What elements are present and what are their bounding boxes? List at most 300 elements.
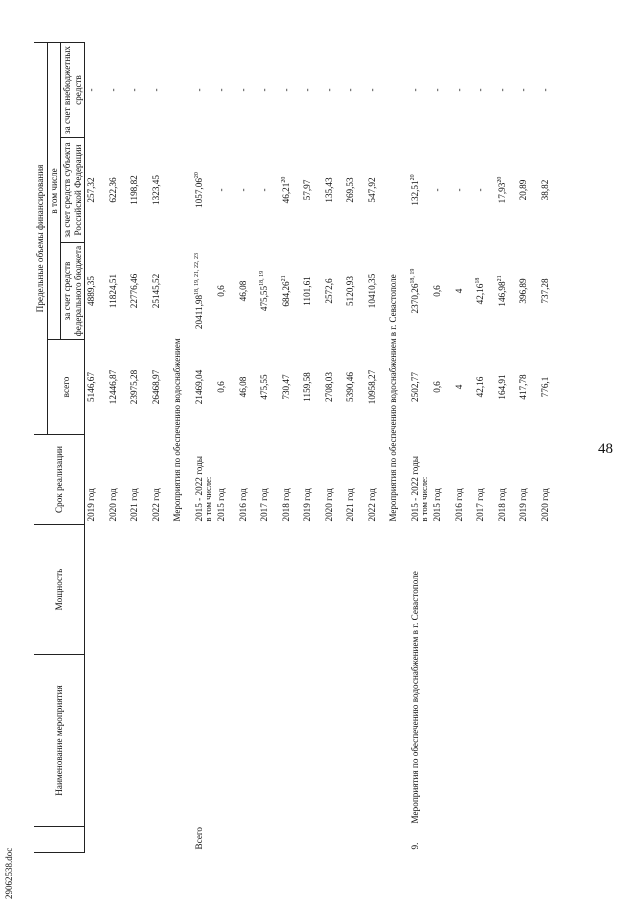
cell-total bbox=[85, 340, 107, 435]
cell-period bbox=[366, 435, 388, 525]
cell-label-value: Всего bbox=[193, 826, 204, 850]
cell-extrabudget-value: - bbox=[193, 88, 204, 92]
cell-period-value: 2015 - 2022 годы bbox=[409, 456, 420, 522]
cell-number bbox=[150, 827, 172, 853]
cell-extrabudget bbox=[215, 42, 237, 137]
cell-total-value: 417,78 bbox=[518, 374, 529, 400]
cell-federal bbox=[150, 243, 172, 340]
table-row bbox=[237, 42, 259, 852]
cell-period-value: 2020 год bbox=[107, 488, 118, 522]
cell-regional bbox=[344, 138, 366, 243]
cell-period bbox=[107, 435, 129, 525]
cell-federal-value: 0,6 bbox=[216, 285, 227, 297]
cell-period-value: 2019 год bbox=[86, 488, 97, 522]
cell-capacity bbox=[150, 525, 172, 655]
cell-extrabudget-value: - bbox=[453, 88, 464, 92]
cell-federal-value: 10410,35 bbox=[366, 273, 377, 309]
table-row bbox=[85, 42, 107, 852]
cell-capacity bbox=[193, 525, 215, 655]
cell-period bbox=[215, 435, 237, 525]
header-federal: за счет средств федерального бюджета bbox=[61, 243, 85, 340]
cell-period-value: 2022 год bbox=[150, 488, 161, 522]
cell-regional-value: 132,51 bbox=[409, 180, 420, 206]
cell-period-value: 2019 год bbox=[302, 488, 313, 522]
cell-extrabudget-value: - bbox=[432, 88, 443, 92]
cell-federal bbox=[258, 243, 280, 340]
table-body bbox=[85, 42, 560, 852]
cell-total-value: 475,55 bbox=[259, 374, 270, 400]
including-label: в том числе: bbox=[419, 476, 430, 522]
cell-capacity bbox=[215, 525, 237, 655]
cell-regional-footnote: 20 bbox=[280, 176, 287, 183]
cell-name bbox=[215, 655, 237, 827]
cell-regional bbox=[150, 138, 172, 243]
cell-period bbox=[344, 435, 366, 525]
header-number bbox=[34, 827, 85, 853]
cell-total-value: 0,6 bbox=[216, 381, 227, 393]
cell-extrabudget-value: - bbox=[86, 88, 97, 92]
cell-extrabudget bbox=[496, 42, 518, 137]
cell-name bbox=[344, 655, 366, 827]
cell-name bbox=[237, 655, 259, 827]
cell-regional-value: 1057,06 bbox=[193, 178, 204, 208]
cell-name bbox=[496, 655, 518, 827]
table-row bbox=[496, 42, 518, 852]
cell-total-value: 21469,04 bbox=[193, 369, 204, 405]
cell-regional bbox=[258, 138, 280, 243]
cell-total-value: 46,08 bbox=[237, 376, 248, 398]
cell-total bbox=[453, 340, 475, 435]
cell-extrabudget-value: - bbox=[302, 88, 313, 92]
cell-number bbox=[453, 827, 475, 853]
cell-regional-value: 257,32 bbox=[86, 177, 97, 203]
cell-number bbox=[237, 827, 259, 853]
cell-extrabudget-value: - bbox=[323, 88, 334, 92]
cell-name bbox=[258, 655, 280, 827]
cell-federal-value: 146,98 bbox=[496, 281, 507, 307]
cell-regional bbox=[431, 138, 453, 243]
cell-total-value: 2502,77 bbox=[409, 372, 420, 402]
table-row bbox=[431, 42, 453, 852]
cell-federal bbox=[215, 243, 237, 340]
cell-regional-value: 20,89 bbox=[518, 179, 529, 201]
cell-name bbox=[366, 655, 388, 827]
cell-federal bbox=[431, 243, 453, 340]
cell-period-value: 2017 год bbox=[259, 488, 270, 522]
header-capacity: Мощность bbox=[34, 525, 85, 655]
cell-number bbox=[258, 827, 280, 853]
cell-total-value: 0,6 bbox=[432, 381, 443, 393]
cell-regional-value: 46,21 bbox=[280, 182, 291, 204]
cell-name bbox=[323, 655, 345, 827]
cell-federal-value: 2572,6 bbox=[323, 278, 334, 304]
cell-name bbox=[517, 655, 539, 827]
cell-extrabudget-value: - bbox=[237, 88, 248, 92]
cell-total-value: 42,16 bbox=[475, 376, 486, 398]
cell-extrabudget bbox=[107, 42, 129, 137]
cell-spacer bbox=[171, 525, 193, 853]
cell-extrabudget bbox=[280, 42, 302, 137]
cell-regional-value: 38,82 bbox=[539, 179, 550, 201]
cell-total-value: 4 bbox=[453, 384, 464, 390]
cell-number bbox=[409, 827, 431, 853]
cell-capacity bbox=[107, 525, 129, 655]
cell-extrabudget-value: - bbox=[129, 88, 140, 92]
table-row bbox=[150, 42, 172, 852]
cell-capacity bbox=[85, 525, 107, 655]
cell-extrabudget bbox=[128, 42, 150, 137]
cell-number-value: 9. bbox=[409, 842, 420, 850]
cell-federal bbox=[366, 243, 388, 340]
including-label: в том числе: bbox=[203, 476, 214, 522]
cell-regional bbox=[280, 138, 302, 243]
cell-federal-value: 0,6 bbox=[432, 285, 443, 297]
cell-extrabudget bbox=[517, 42, 539, 137]
cell-total-value: 5146,67 bbox=[86, 372, 97, 402]
cell-federal bbox=[344, 243, 366, 340]
cell-capacity bbox=[128, 525, 150, 655]
table-row bbox=[215, 42, 237, 852]
cell-total-value: 730,47 bbox=[280, 374, 291, 400]
cell-extrabudget bbox=[409, 42, 431, 137]
cell-regional-value: 17,93 bbox=[496, 182, 507, 204]
section-title-value: Мероприятия по обеспечению водоснабжением bbox=[172, 338, 183, 522]
cell-period bbox=[453, 435, 475, 525]
header-including: в том числе bbox=[47, 42, 61, 339]
cell-extrabudget bbox=[301, 42, 323, 137]
cell-label bbox=[193, 655, 215, 853]
cell-period bbox=[280, 435, 302, 525]
cell-extrabudget bbox=[431, 42, 453, 137]
cell-period bbox=[431, 435, 453, 525]
header-total: всего bbox=[47, 340, 85, 435]
cell-capacity bbox=[453, 525, 475, 655]
cell-total bbox=[258, 340, 280, 435]
cell-total-value: 2708,03 bbox=[323, 372, 334, 402]
cell-period-value: 2015 год bbox=[432, 488, 443, 522]
cell-federal-footnote: 18, 19 bbox=[259, 270, 266, 286]
cell-federal bbox=[496, 243, 518, 340]
cell-federal-value: 4 bbox=[453, 288, 464, 294]
summary-row bbox=[193, 42, 215, 852]
cell-federal-value: 22776,46 bbox=[129, 273, 140, 309]
cell-regional-value: - bbox=[259, 188, 270, 192]
cell-federal bbox=[517, 243, 539, 340]
cell-total bbox=[517, 340, 539, 435]
cell-total bbox=[409, 340, 431, 435]
cell-period-value: 2019 год bbox=[518, 488, 529, 522]
cell-name bbox=[150, 655, 172, 827]
cell-regional-value: 57,97 bbox=[302, 179, 313, 201]
cell-regional bbox=[517, 138, 539, 243]
cell-period-value: 2015 год bbox=[216, 488, 227, 522]
cell-total bbox=[193, 340, 215, 435]
cell-regional-footnote: 20 bbox=[409, 174, 416, 181]
cell-regional-value: 1198,82 bbox=[129, 175, 140, 205]
cell-period-value: 2018 год bbox=[280, 488, 291, 522]
cell-capacity bbox=[431, 525, 453, 655]
cell-regional bbox=[539, 138, 561, 243]
cell-period-value: 2016 год bbox=[237, 488, 248, 522]
cell-regional-value: - bbox=[432, 188, 443, 192]
page-number: 48 bbox=[598, 441, 613, 457]
cell-period-value: 2015 - 2022 годы bbox=[193, 456, 204, 522]
cell-federal bbox=[323, 243, 345, 340]
cell-regional-footnote: 20 bbox=[193, 172, 200, 179]
financing-table bbox=[34, 42, 560, 853]
cell-regional-value: - bbox=[216, 188, 227, 192]
cell-period bbox=[409, 435, 431, 525]
cell-regional bbox=[215, 138, 237, 243]
cell-extrabudget-value: - bbox=[539, 88, 550, 92]
cell-federal bbox=[453, 243, 475, 340]
cell-number bbox=[517, 827, 539, 853]
cell-regional-value: - bbox=[453, 188, 464, 192]
cell-period bbox=[323, 435, 345, 525]
cell-federal bbox=[409, 243, 431, 340]
cell-federal-footnote: 21 bbox=[280, 275, 287, 282]
header-period: Срок реализации bbox=[34, 435, 85, 525]
table-row bbox=[344, 42, 366, 852]
cell-name bbox=[453, 655, 475, 827]
cell-number bbox=[539, 827, 561, 853]
cell-regional bbox=[474, 138, 496, 243]
cell-federal-value: 1101,61 bbox=[302, 276, 313, 306]
cell-name bbox=[539, 655, 561, 827]
cell-extrabudget-value: - bbox=[518, 88, 529, 92]
cell-regional bbox=[323, 138, 345, 243]
table-row bbox=[517, 42, 539, 852]
cell-extrabudget bbox=[474, 42, 496, 137]
header-name: Наименование мероприятия bbox=[34, 655, 85, 827]
cell-total bbox=[474, 340, 496, 435]
cell-name bbox=[280, 655, 302, 827]
cell-name-value: Мероприятия по обеспечению водоснабжением в г. Севастополе bbox=[409, 571, 420, 824]
cell-extrabudget bbox=[453, 42, 475, 137]
cell-capacity bbox=[323, 525, 345, 655]
cell-capacity bbox=[496, 525, 518, 655]
cell-total bbox=[128, 340, 150, 435]
cell-capacity bbox=[301, 525, 323, 655]
cell-period bbox=[85, 435, 107, 525]
cell-federal-footnote: 18 bbox=[475, 277, 482, 284]
cell-regional-value: - bbox=[237, 188, 248, 192]
cell-federal-footnote: 18, 19 bbox=[409, 268, 416, 284]
cell-capacity bbox=[258, 525, 280, 655]
cell-extrabudget-value: - bbox=[150, 88, 161, 92]
cell-extrabudget bbox=[344, 42, 366, 137]
cell-extrabudget-value: - bbox=[366, 88, 377, 92]
cell-total bbox=[366, 340, 388, 435]
table-row bbox=[258, 42, 280, 852]
cell-extrabudget-value: - bbox=[259, 88, 270, 92]
cell-name bbox=[85, 655, 107, 827]
cell-extrabudget-value: - bbox=[409, 88, 420, 92]
cell-total bbox=[301, 340, 323, 435]
cell-federal-footnote: 18, 19, 21, 22, 23 bbox=[193, 252, 200, 295]
cell-number bbox=[215, 827, 237, 853]
cell-federal-value: 11824,51 bbox=[107, 273, 118, 309]
cell-federal-value: 25145,52 bbox=[150, 273, 161, 309]
cell-regional bbox=[237, 138, 259, 243]
cell-total bbox=[344, 340, 366, 435]
cell-period bbox=[128, 435, 150, 525]
cell-extrabudget bbox=[193, 42, 215, 137]
cell-total-value: 26468,97 bbox=[150, 369, 161, 405]
cell-regional bbox=[496, 138, 518, 243]
table-row bbox=[453, 42, 475, 852]
cell-regional bbox=[453, 138, 475, 243]
cell-regional bbox=[193, 138, 215, 243]
cell-total-value: 12446,87 bbox=[107, 369, 118, 405]
cell-period-value: 2022 год bbox=[366, 488, 377, 522]
cell-number bbox=[431, 827, 453, 853]
cell-extrabudget bbox=[366, 42, 388, 137]
cell-federal bbox=[280, 243, 302, 340]
cell-period-value: 2017 год bbox=[475, 488, 486, 522]
table-row bbox=[107, 42, 129, 852]
cell-regional bbox=[366, 138, 388, 243]
cell-extrabudget-value: - bbox=[345, 88, 356, 92]
cell-total bbox=[431, 340, 453, 435]
cell-extrabudget bbox=[150, 42, 172, 137]
cell-period bbox=[474, 435, 496, 525]
header-row-top bbox=[34, 42, 47, 852]
cell-regional bbox=[85, 138, 107, 243]
cell-extrabudget-value: - bbox=[107, 88, 118, 92]
cell-period-value: 2016 год bbox=[453, 488, 464, 522]
cell-period-value: 2021 год bbox=[345, 488, 356, 522]
cell-extrabudget-value: - bbox=[496, 88, 507, 92]
cell-regional-value: 1323,45 bbox=[150, 175, 161, 205]
cell-capacity bbox=[237, 525, 259, 655]
cell-regional-value: 135,43 bbox=[323, 177, 334, 203]
cell-period bbox=[496, 435, 518, 525]
cell-regional bbox=[409, 138, 431, 243]
document-code: 29062538.doc bbox=[4, 847, 14, 899]
cell-period bbox=[517, 435, 539, 525]
cell-period bbox=[539, 435, 561, 525]
table-row bbox=[474, 42, 496, 852]
cell-federal-value: 5120,93 bbox=[345, 276, 356, 306]
cell-total bbox=[539, 340, 561, 435]
cell-total-value: 776,1 bbox=[539, 376, 550, 398]
cell-number bbox=[366, 827, 388, 853]
cell-name bbox=[474, 655, 496, 827]
summary-row bbox=[409, 42, 431, 852]
header-extrabudget: за счет внебюджетных средств bbox=[61, 42, 85, 137]
cell-regional-footnote: 20 bbox=[496, 176, 503, 183]
cell-federal-value: 396,89 bbox=[518, 278, 529, 304]
table-row bbox=[323, 42, 345, 852]
cell-total bbox=[215, 340, 237, 435]
cell-name bbox=[431, 655, 453, 827]
cell-capacity bbox=[517, 525, 539, 655]
cell-period-value: 2021 год bbox=[129, 488, 140, 522]
cell-name bbox=[301, 655, 323, 827]
cell-federal bbox=[107, 243, 129, 340]
cell-capacity bbox=[474, 525, 496, 655]
cell-federal bbox=[85, 243, 107, 340]
cell-federal bbox=[301, 243, 323, 340]
section-title bbox=[387, 42, 409, 524]
table-row bbox=[539, 42, 561, 852]
table-row bbox=[301, 42, 323, 852]
cell-number bbox=[496, 827, 518, 853]
cell-period bbox=[150, 435, 172, 525]
cell-regional-value: 547,92 bbox=[366, 177, 377, 203]
cell-extrabudget bbox=[323, 42, 345, 137]
cell-total-value: 10958,27 bbox=[366, 369, 377, 405]
cell-federal bbox=[237, 243, 259, 340]
cell-extrabudget bbox=[539, 42, 561, 137]
section-title-value: Мероприятия по обеспечению водоснабжением в г. Севастополе bbox=[388, 274, 399, 522]
cell-period bbox=[301, 435, 323, 525]
cell-regional bbox=[301, 138, 323, 243]
cell-federal bbox=[128, 243, 150, 340]
section-title-row bbox=[171, 42, 193, 852]
cell-capacity bbox=[366, 525, 388, 655]
cell-name bbox=[128, 655, 150, 827]
cell-federal bbox=[474, 243, 496, 340]
cell-federal-value: 46,08 bbox=[237, 280, 248, 302]
cell-federal-value: 2370,26 bbox=[409, 283, 420, 314]
cell-period-value: 2018 год bbox=[496, 488, 507, 522]
cell-federal bbox=[539, 243, 561, 340]
cell-number bbox=[344, 827, 366, 853]
cell-federal-value: 20411,98 bbox=[193, 294, 204, 330]
cell-federal bbox=[193, 243, 215, 340]
cell-period bbox=[258, 435, 280, 525]
cell-name bbox=[409, 571, 431, 827]
cell-period bbox=[193, 435, 215, 525]
cell-federal-footnote: 21 bbox=[496, 275, 503, 282]
cell-regional-value: 269,53 bbox=[345, 177, 356, 203]
cell-number bbox=[323, 827, 345, 853]
cell-number bbox=[85, 827, 107, 853]
header-regional: за счет средств субъекта Российской Федерации bbox=[61, 138, 85, 243]
cell-number bbox=[107, 827, 129, 853]
cell-total-value: 164,91 bbox=[496, 374, 507, 400]
cell-federal-value: 475,55 bbox=[259, 285, 270, 312]
cell-federal-value: 737,28 bbox=[539, 278, 550, 304]
cell-total bbox=[150, 340, 172, 435]
cell-name bbox=[107, 655, 129, 827]
cell-extrabudget bbox=[85, 42, 107, 137]
cell-total-value: 23975,28 bbox=[129, 369, 140, 405]
cell-number bbox=[474, 827, 496, 853]
cell-total-value: 5390,46 bbox=[345, 372, 356, 402]
section-title-row bbox=[387, 42, 409, 852]
cell-regional-value: - bbox=[475, 188, 486, 192]
table-row bbox=[366, 42, 388, 852]
cell-regional bbox=[107, 138, 129, 243]
cell-total bbox=[323, 340, 345, 435]
section-title bbox=[171, 42, 193, 524]
cell-capacity bbox=[344, 525, 366, 655]
table-row bbox=[128, 42, 150, 852]
cell-extrabudget bbox=[237, 42, 259, 137]
cell-extrabudget-value: - bbox=[280, 88, 291, 92]
cell-total-value: 1159,58 bbox=[302, 372, 313, 402]
cell-federal-value: 42,16 bbox=[475, 283, 486, 305]
cell-number bbox=[128, 827, 150, 853]
cell-regional-value: 622,36 bbox=[107, 177, 118, 203]
cell-regional bbox=[128, 138, 150, 243]
cell-period bbox=[237, 435, 259, 525]
cell-federal-value: 684,26 bbox=[280, 281, 291, 307]
cell-total bbox=[496, 340, 518, 435]
